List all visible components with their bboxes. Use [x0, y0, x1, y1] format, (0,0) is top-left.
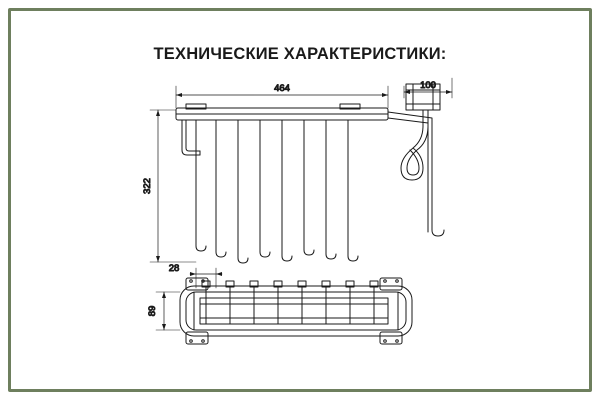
dim-line-height-322: [156, 110, 160, 262]
dim-text-28: 28: [168, 263, 180, 274]
dim-text-100: 100: [420, 80, 436, 91]
plan-view-mount-plates: [186, 278, 402, 344]
dim-line-spacing-28: [190, 272, 222, 276]
front-view-left-bracket: [182, 120, 200, 155]
dim-text-464: 464: [274, 83, 290, 94]
page-title: ТЕХНИЧЕСКИЕ ХАРАКТЕРИСТИКИ:: [153, 45, 447, 63]
dim-ext-lines-height: [150, 110, 196, 262]
dim-text-322: 322: [142, 178, 153, 194]
dim-line-plan-89: [162, 292, 166, 330]
front-view-hooks: [196, 120, 358, 263]
plan-view-body: [180, 286, 412, 336]
dim-ext-lines-plan-height: [156, 292, 180, 330]
dim-text-89: 89: [147, 305, 158, 317]
side-profile-view: [401, 84, 440, 180]
front-view-rail: [176, 104, 388, 120]
